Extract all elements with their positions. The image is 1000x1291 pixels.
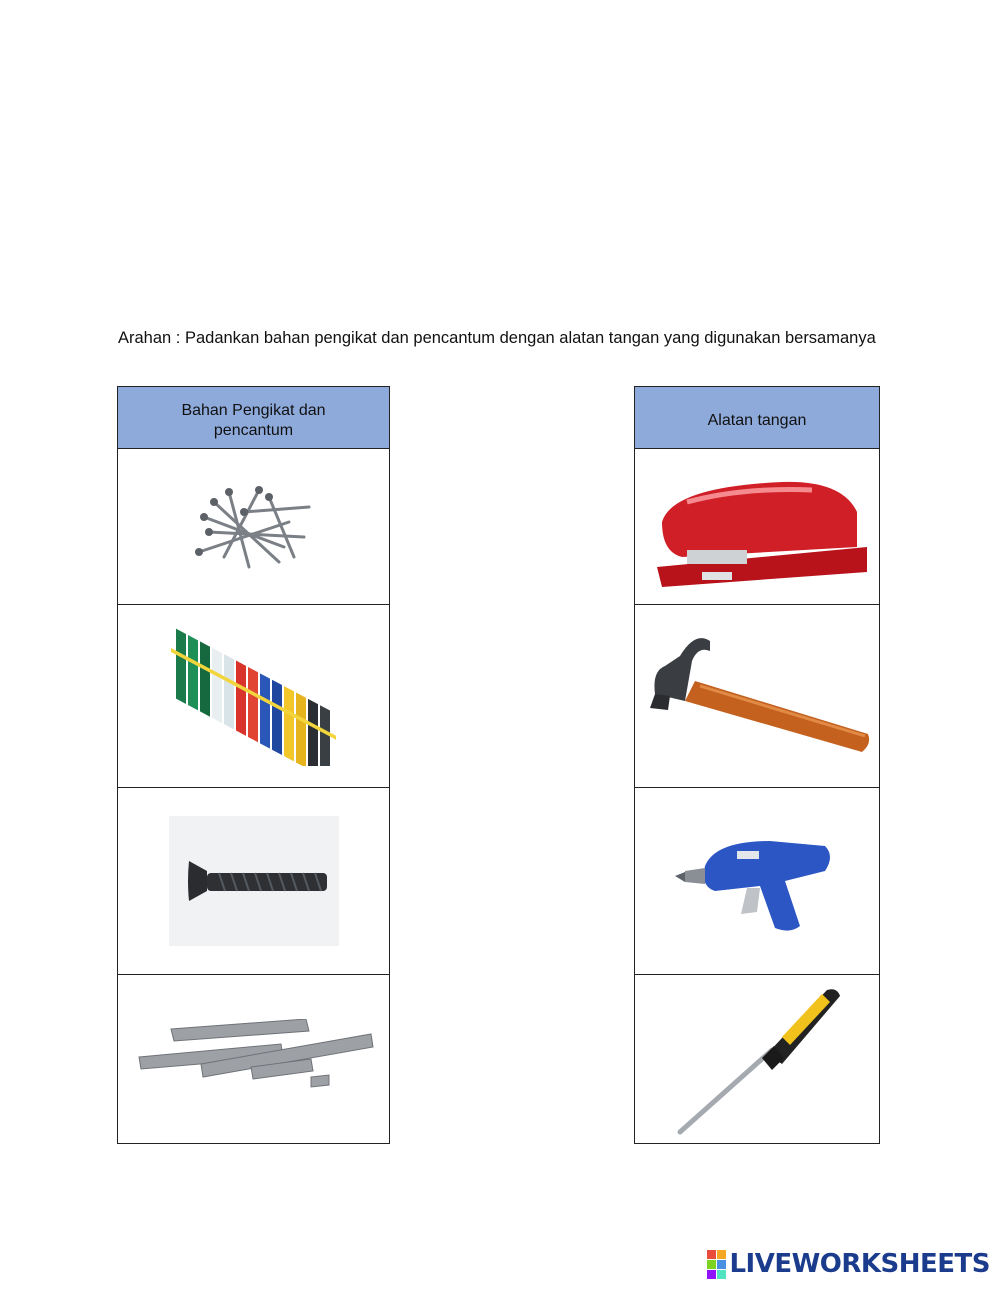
material-cell[interactable] bbox=[118, 605, 390, 788]
glue-gun-icon bbox=[675, 816, 840, 946]
stapler-icon bbox=[642, 462, 872, 592]
nails-icon bbox=[189, 482, 319, 572]
material-cell[interactable] bbox=[118, 788, 390, 975]
logo-mark-icon bbox=[707, 1250, 726, 1279]
glue-sticks-icon bbox=[171, 626, 336, 766]
screw-icon bbox=[169, 816, 339, 946]
tools-header bbox=[635, 387, 880, 449]
tool-cell[interactable] bbox=[635, 605, 880, 788]
tools-table bbox=[634, 386, 880, 1144]
materials-table bbox=[117, 386, 390, 1144]
tool-cell[interactable] bbox=[635, 788, 880, 975]
liveworksheets-logo[interactable] bbox=[707, 1249, 990, 1279]
logo-text: LIVEWORKSHEETS bbox=[729, 1249, 990, 1279]
material-cell[interactable] bbox=[118, 449, 390, 605]
materials-header bbox=[118, 387, 390, 449]
material-cell[interactable] bbox=[118, 975, 390, 1144]
tool-cell[interactable] bbox=[635, 975, 880, 1144]
tool-cell[interactable] bbox=[635, 449, 880, 605]
hammer-icon bbox=[640, 626, 875, 766]
staples-icon bbox=[131, 1019, 376, 1099]
screwdriver-icon bbox=[672, 982, 842, 1137]
instruction-text: Arahan : Padankan bahan pengikat dan pencantum dengan alatan tangan yang digunakan bersamanya bbox=[118, 329, 876, 347]
tools-header-label: Alatan tangan bbox=[707, 411, 807, 429]
materials-header-label: Bahan Pengikat dan pencantum bbox=[181, 401, 326, 439]
